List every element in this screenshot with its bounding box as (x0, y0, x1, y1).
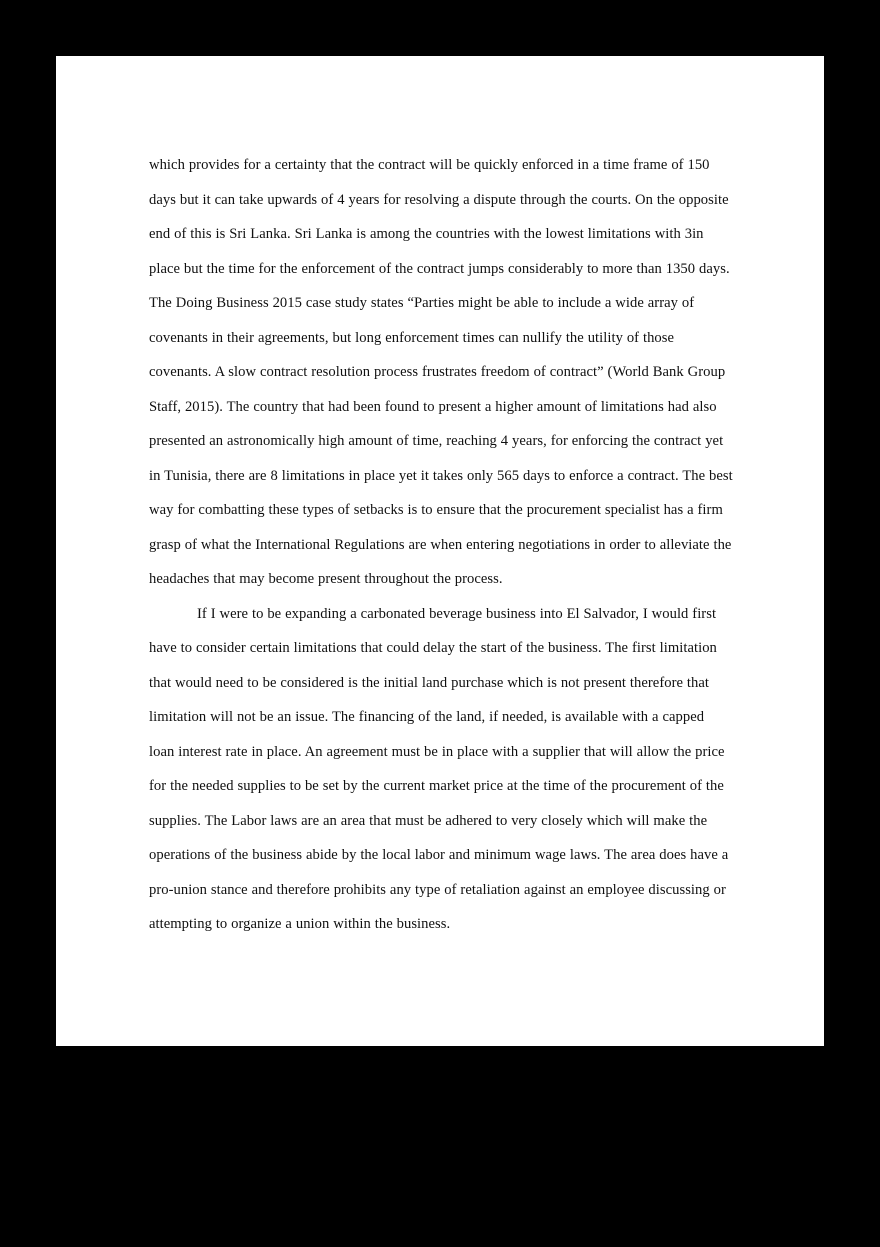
body-paragraph-2: If I were to be expanding a carbonated beverage business into El Salvador, I would first have to consider certain limitations that could delay the start of the business. The first limitation that would need to be considered is the initial land purchase which is not present therefore that limitation will not be an issue. The financing of the land, if needed, is available with a capped loan interest rate in place. An agreement must be in place with a supplier that will allow the price for the needed supplies to be set by the current market price at the time of the procurement of the supplies. The Labor laws are an area that must be adhered to very closely which will make the operations of the business abide by the local labor and minimum wage laws. The area does have a pro-union stance and therefore prohibits any type of retaliation against an employee discussing or attempting to organize a union within the business. (149, 605, 729, 932)
document-text-body (149, 148, 733, 942)
document-page (56, 56, 824, 1046)
body-paragraph-1: which provides for a certainty that the contract will be quickly enforced in a time frame of 150 days but it can take upwards of 4 years for resolving a dispute through the courts. On the opposite end of this is Sri Lanka. Sri Lanka is among the countries with the lowest limitations with 3in place but the time for the enforcement of the contract jumps considerably to more than 1350 days. The Doing Business 2015 case study states “Parties might be able to include a wide array of covenants in their agreements, but long enforcement times can nullify the utility of those covenants. A slow contract resolution process frustrates freedom of contract” (World Bank Group Staff, 2015). The country that had been found to present a higher amount of limitations had also presented an astronomically high amount of time, reaching 4 years, for enforcing the contract yet in Tunisia, there are 8 limitations in place yet it takes only 565 days to enforce a contract. The best way for combatting these types of setbacks is to ensure that the procurement specialist has a firm grasp of what the International Regulations are when entering negotiations in order to alleviate the headaches that may become present throughout the process. (149, 157, 733, 587)
